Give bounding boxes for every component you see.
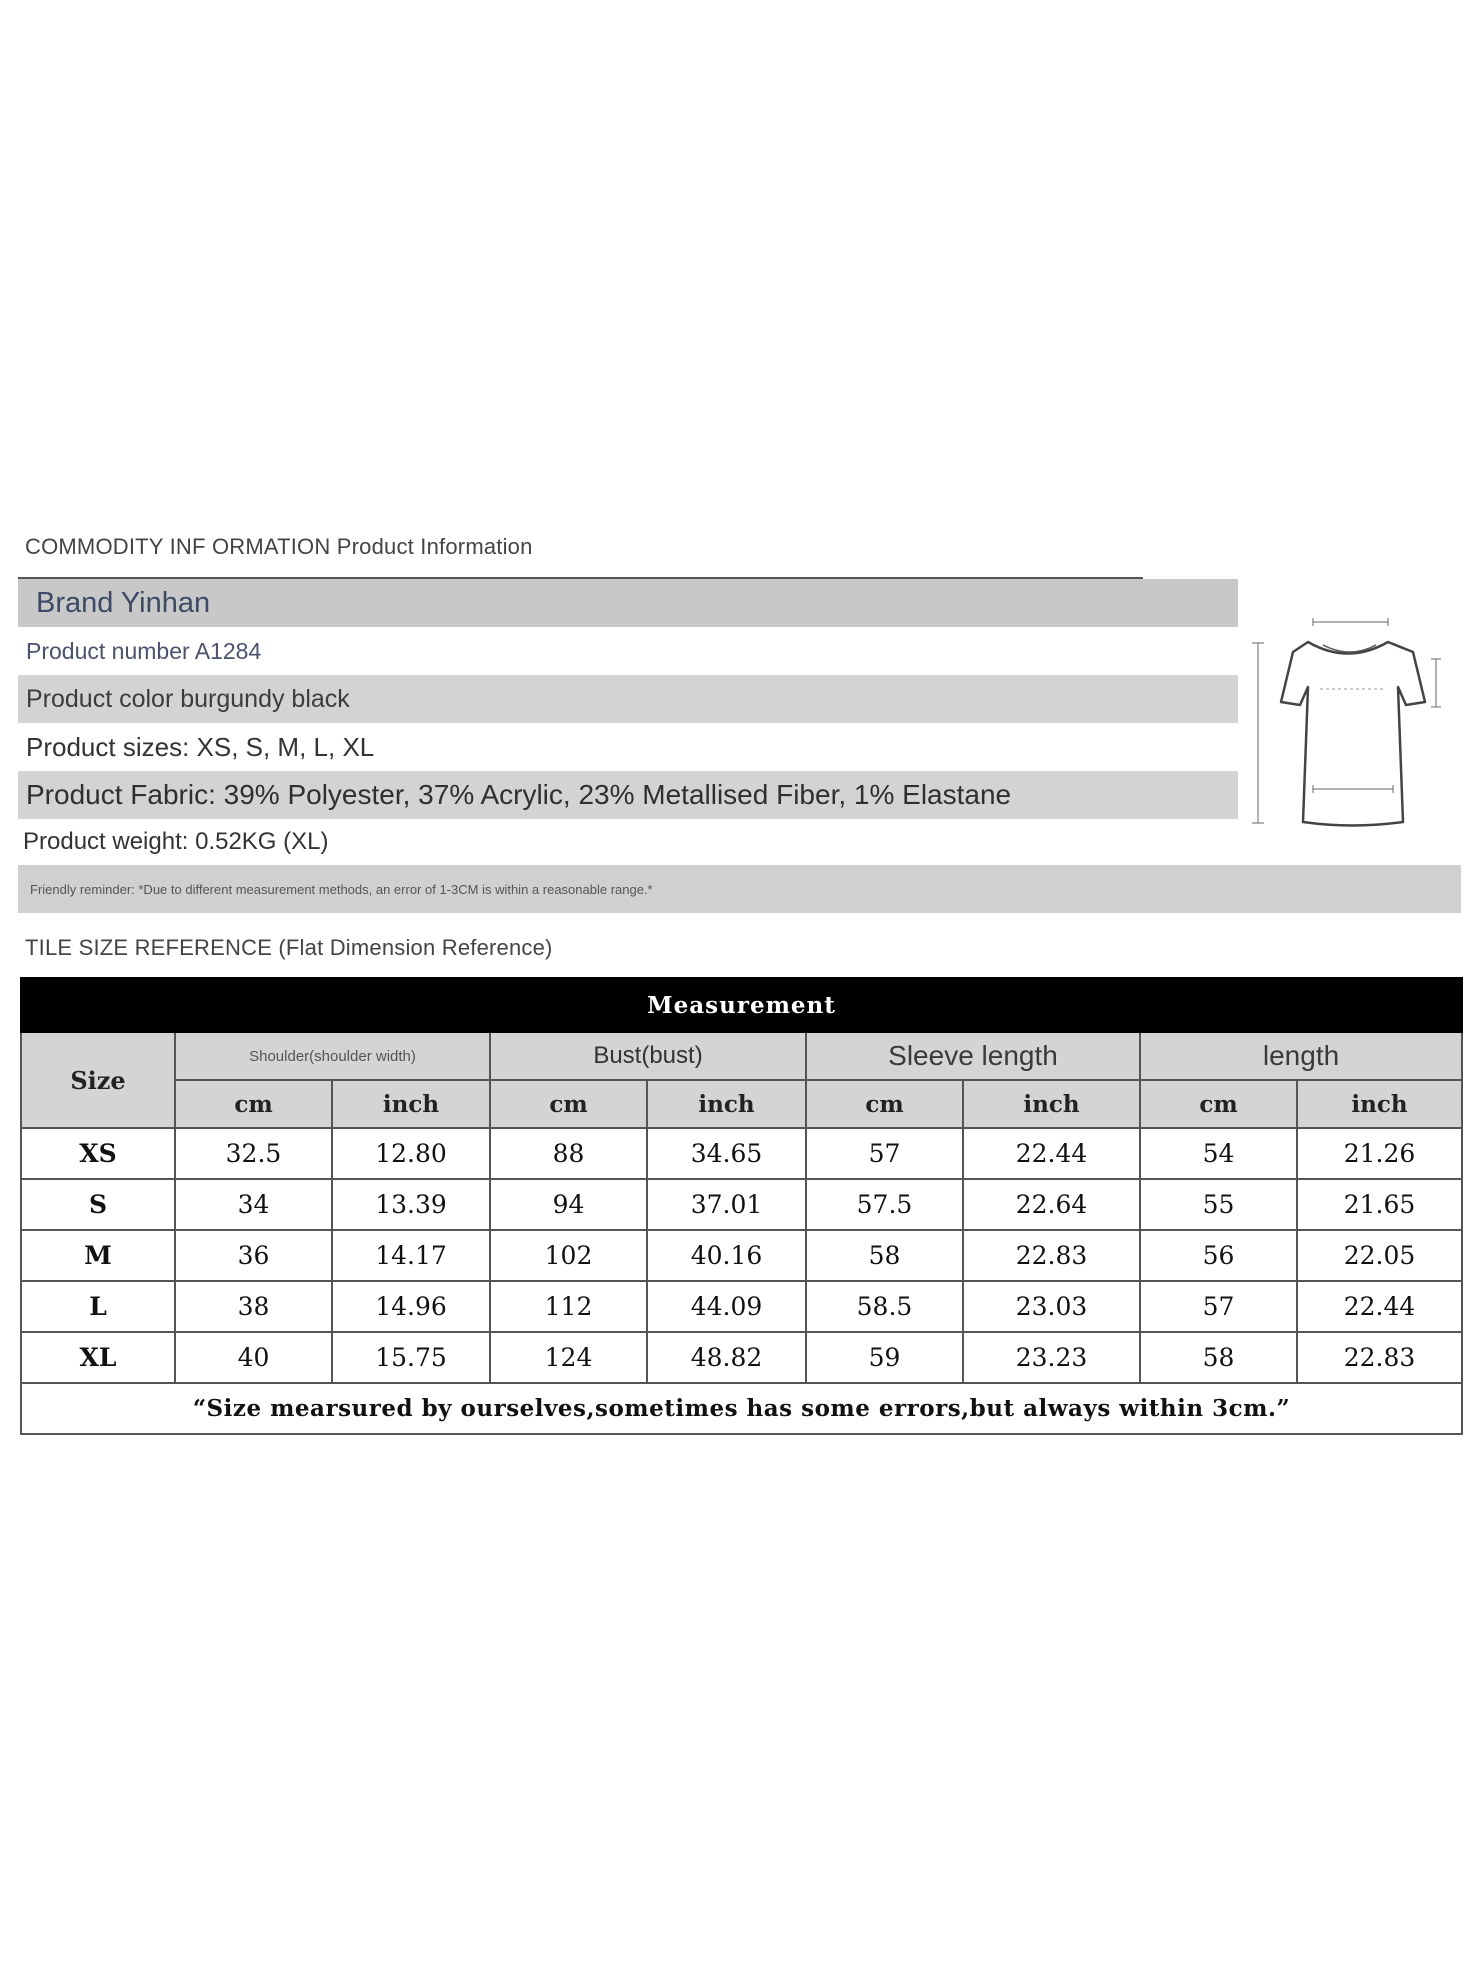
size-chart-table [20,977,1463,1435]
tshirt-measurement-diagram-icon [1238,577,1460,865]
table-title: Measurement [21,978,1462,1032]
table-cell: 112 [490,1281,647,1332]
unit-header: inch [1297,1080,1462,1128]
size-label-cell: XS [21,1128,175,1179]
commodity-info-heading: COMMODITY INF ORMATION Product Information [25,534,533,559]
table-cell: 48.82 [647,1332,806,1383]
table-cell: 94 [490,1179,647,1230]
table-cell: 23.23 [963,1332,1140,1383]
table-cell: 58 [806,1230,963,1281]
table-cell: 54 [1140,1128,1297,1179]
unit-header: cm [490,1080,647,1128]
table-cell: 58.5 [806,1281,963,1332]
friendly-reminder: Friendly reminder: *Due to different measurement methods, an error of 1-3CM is within a reasonable range.* [18,865,1461,913]
table-cell: 23.03 [963,1281,1140,1332]
table-cell: 58 [1140,1332,1297,1383]
brand-row: Brand Yinhan [18,579,1238,627]
table-cell: 57.5 [806,1179,963,1230]
product-number-row: Product number A1284 [26,637,262,664]
table-row [21,1281,1462,1332]
unit-header: cm [806,1080,963,1128]
tile-size-heading: TILE SIZE REFERENCE (Flat Dimension Reference) [25,935,553,960]
table-cell: 13.39 [332,1179,490,1230]
unit-header: inch [963,1080,1140,1128]
size-label-cell: XL [21,1332,175,1383]
sleeve-length-header: Sleeve length [806,1032,1140,1080]
unit-header: cm [175,1080,332,1128]
shoulder-header: Shoulder(shoulder width) [175,1032,490,1080]
table-cell: 37.01 [647,1179,806,1230]
table-cell: 88 [490,1128,647,1179]
table-cell: 14.17 [332,1230,490,1281]
table-cell: 124 [490,1332,647,1383]
table-cell: 102 [490,1230,647,1281]
product-fabric-row: Product Fabric: 39% Polyester, 37% Acrylic, 23% Metallised Fiber, 1% Elastane [18,771,1238,819]
table-row [21,1230,1462,1281]
table-row [21,1128,1462,1179]
table-cell: 56 [1140,1230,1297,1281]
table-footer-note: “Size mearsured by ourselves,sometimes has some errors,but always within 3cm.” [21,1383,1462,1434]
unit-header: inch [332,1080,490,1128]
bust-header: Bust(bust) [490,1032,806,1080]
table-cell: 15.75 [332,1332,490,1383]
table-cell: 22.83 [1297,1332,1462,1383]
table-cell: 38 [175,1281,332,1332]
table-cell: 57 [806,1128,963,1179]
table-row [21,1179,1462,1230]
table-cell: 21.65 [1297,1179,1462,1230]
unit-header: inch [647,1080,806,1128]
table-cell: 57 [1140,1281,1297,1332]
table-cell: 59 [806,1332,963,1383]
table-cell: 21.26 [1297,1128,1462,1179]
product-sizes-row: Product sizes: XS, S, M, L, XL [26,731,375,762]
table-cell: 34 [175,1179,332,1230]
table-cell: 40 [175,1332,332,1383]
table-row [21,1332,1462,1383]
table-cell: 22.83 [963,1230,1140,1281]
table-cell: 40.16 [647,1230,806,1281]
length-header: length [1140,1032,1462,1080]
size-label-cell: M [21,1230,175,1281]
size-label-cell: L [21,1281,175,1332]
size-label-cell: S [21,1179,175,1230]
table-cell: 22.64 [963,1179,1140,1230]
unit-header: cm [1140,1080,1297,1128]
size-column-header: Size [21,1032,175,1128]
product-color-row: Product color burgundy black [18,675,1238,723]
table-cell: 22.44 [963,1128,1140,1179]
table-cell: 22.05 [1297,1230,1462,1281]
product-weight-row: Product weight: 0.52KG (XL) [23,828,329,855]
table-cell: 14.96 [332,1281,490,1332]
table-cell: 22.44 [1297,1281,1462,1332]
table-cell: 12.80 [332,1128,490,1179]
table-cell: 55 [1140,1179,1297,1230]
table-cell: 44.09 [647,1281,806,1332]
table-cell: 34.65 [647,1128,806,1179]
table-cell: 32.5 [175,1128,332,1179]
size-rows [21,1128,1462,1383]
table-cell: 36 [175,1230,332,1281]
